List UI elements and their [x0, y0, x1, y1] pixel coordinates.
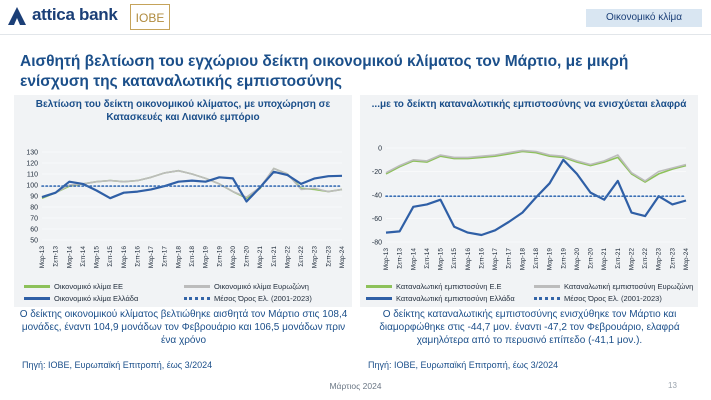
legend-swatch-ez-cc — [534, 285, 560, 288]
x-tick-label: Μαρ-19 — [546, 248, 554, 271]
legend-item-gr — [24, 294, 138, 303]
series-line-1 — [42, 169, 342, 198]
legend-swatch-eu-cc — [366, 285, 392, 288]
x-tick-label: Σεπ-18 — [189, 246, 196, 267]
x-tick-label: Σεπ-15 — [107, 246, 115, 267]
y-tick-label: 90 — [30, 193, 38, 201]
page-number: 13 — [668, 381, 677, 390]
right-panel-title: ...με το δείκτη καταναλωτικής εμπιστοσύνης να ενισχύεται ελαφρά — [371, 99, 687, 110]
x-tick-label: Σεπ-18 — [533, 248, 540, 269]
x-tick-label: Μαρ-23 — [311, 246, 319, 269]
legend-swatch-gr — [24, 297, 50, 300]
x-tick-label: Μαρ-21 — [257, 246, 265, 269]
y-tick-label: 130 — [26, 149, 38, 157]
attica-bank-logo-icon — [6, 6, 28, 26]
x-tick-label: Μαρ-14 — [410, 248, 418, 271]
x-tick-label: Σεπ-23 — [325, 246, 333, 267]
x-tick-label: Μαρ-22 — [284, 246, 292, 269]
x-tick-label: Μαρ-22 — [628, 248, 636, 271]
x-tick-label: Μαρ-20 — [229, 246, 237, 269]
x-tick-label: Μαρ-14 — [66, 246, 74, 269]
right-panel-source: Πηγή: ΙΟΒΕ, Ευρωπαϊκή Επιτροπή, έως 3/2024 — [368, 360, 559, 370]
right-chart-legend — [366, 282, 696, 306]
legend-item-ez-cc — [534, 282, 693, 291]
x-tick-label: Σεπ-21 — [270, 246, 278, 267]
x-tick-label: Μαρ-17 — [148, 246, 156, 269]
x-tick-label: Σεπ-22 — [298, 246, 306, 267]
x-tick-label: Μαρ-18 — [519, 248, 527, 271]
x-tick-label: Σεπ-16 — [134, 246, 142, 267]
legend-label-avg-cc: Μέσος Όρος Ελ. (2001-2023) — [564, 294, 662, 303]
consumer-confidence-chart — [360, 138, 698, 286]
legend-swatch-avg — [184, 297, 210, 300]
x-tick-label: Σεπ-15 — [451, 248, 459, 269]
left-panel-description: Ο δείκτης οικονομικού κλίματος βελτιώθηκε αισθητά τον Μάρτιο στις 108,4 μονάδες, έναντι 104,9 μονάδων τον Φεβρουάριο και 106,5 μονάδων πριν ένα χρόνο — [19, 309, 348, 346]
series-line-2 — [386, 160, 686, 235]
legend-item-eu-cc — [366, 282, 502, 291]
x-tick-label: Μαρ-15 — [93, 246, 101, 269]
y-tick-label: 80 — [30, 204, 38, 212]
x-tick-label: Μαρ-18 — [175, 246, 183, 269]
legend-item-gr-cc — [366, 294, 515, 303]
x-tick-label: Σεπ-13 — [396, 248, 404, 269]
left-panel-title: Βελτίωση του δείκτη οικονομικού κλίματος, με υποχώρηση σε Κατασκευές και Λιανικό εμπόριο — [35, 99, 331, 123]
iobe-logo — [130, 4, 170, 30]
legend-swatch-avg-cc — [534, 297, 560, 300]
x-tick-label: Σεπ-19 — [216, 246, 224, 267]
legend-swatch-ea — [24, 285, 50, 288]
legend-swatch-ez — [184, 285, 210, 288]
section-tag: Οικονομικό κλίμα — [586, 9, 702, 27]
y-tick-label: 110 — [26, 171, 38, 179]
legend-item-avg-cc — [534, 294, 662, 303]
y-tick-label: 120 — [26, 160, 38, 168]
x-tick-label: Μαρ-24 — [339, 246, 346, 269]
y-tick-label: 60 — [30, 226, 38, 234]
x-tick-label: Σεπ-21 — [614, 248, 622, 269]
header-divider — [0, 34, 711, 35]
y-tick-label: 0 — [378, 145, 382, 153]
x-tick-label: Σεπ-22 — [642, 248, 650, 269]
y-tick-label: -20 — [371, 169, 382, 176]
x-tick-label: Σεπ-20 — [587, 248, 595, 269]
x-tick-label: Σεπ-14 — [79, 246, 87, 267]
left-panel-source: Πηγή: ΙΟΒΕ, Ευρωπαϊκή Επιτροπή, έως 3/2024 — [22, 360, 213, 370]
brand-name: attica bank — [32, 5, 118, 24]
legend-item-avg — [184, 294, 312, 303]
x-tick-label: Σεπ-13 — [52, 246, 60, 267]
x-tick-label: Μαρ-24 — [683, 248, 690, 271]
x-tick-label: Σεπ-23 — [669, 248, 677, 269]
legend-label-eu-cc: Καταναλωτική εμπιστοσύνη Ε.Ε — [396, 282, 502, 291]
y-tick-label: -80 — [371, 239, 382, 247]
series-line-1 — [386, 150, 686, 181]
left-chart-legend — [24, 282, 344, 306]
x-tick-label: Σεπ-16 — [478, 248, 486, 269]
x-tick-label: Μαρ-15 — [437, 248, 445, 271]
x-tick-label: Μαρ-13 — [383, 248, 390, 271]
x-tick-label: Σεπ-17 — [505, 248, 513, 269]
x-tick-label: Σεπ-20 — [243, 246, 251, 267]
x-tick-label: Μαρ-13 — [39, 246, 46, 269]
legend-item-ez — [184, 282, 309, 291]
legend-label-ea: Οικονομικό κλίμα ΕΕ — [54, 282, 124, 291]
y-tick-label: 70 — [30, 215, 38, 223]
x-tick-label: Σεπ-19 — [560, 248, 568, 269]
legend-label-gr: Οικονομικό κλίμα Ελλάδα — [54, 294, 139, 303]
x-tick-label: Μαρ-23 — [655, 248, 663, 271]
legend-label-gr-cc: Καταναλωτική εμπιστοσύνη Ελλάδα — [396, 294, 515, 303]
iobe-logo-text: IOBE — [135, 11, 165, 25]
x-tick-label: Σεπ-14 — [423, 248, 431, 269]
y-tick-label: -60 — [371, 216, 382, 223]
legend-label-ez-cc: Καταναλωτική εμπιστοσύνη Ευρωζώνη — [564, 282, 694, 291]
legend-item-ea — [24, 282, 123, 291]
x-tick-label: Μαρ-21 — [601, 248, 609, 271]
footer-date: Μάρτιος 2024 — [329, 381, 382, 391]
x-tick-label: Μαρ-20 — [573, 248, 581, 271]
y-tick-label: 100 — [26, 182, 38, 190]
x-tick-label: Σεπ-17 — [161, 246, 169, 267]
x-tick-label: Μαρ-16 — [120, 246, 128, 269]
x-tick-label: Μαρ-17 — [492, 248, 500, 271]
right-panel-description: Ο δείκτης καταναλωτικής εμπιστοσύνης ενισχύθηκε τον Μάρτιο και διαμορφώθηκε στις -44,7 μον. έναντι -47,2 τον Φεβρουάριο, ελαφρά χαμηλότερα από το περυσινό επίπεδο (-41,1 μον.). — [379, 309, 680, 346]
page-title: Αισθητή βελτίωση του εγχώριου δείκτη οικονομικού κλίματος τον Μάρτιο, με μικρή ενίσχυση της καταναλωτικής εμπιστοσύνης — [20, 53, 629, 90]
legend-swatch-gr-cc — [366, 297, 392, 300]
economic-climate-chart — [14, 138, 352, 286]
y-tick-label: -40 — [371, 192, 382, 200]
x-tick-label: Μαρ-16 — [464, 248, 472, 271]
legend-label-avg: Μέσος Όρος Ελ. (2001-2023) — [214, 294, 312, 303]
legend-label-ez: Οικονομικό κλίμα Ευρωζώνη — [214, 282, 309, 291]
y-tick-label: 50 — [30, 237, 38, 245]
x-tick-label: Μαρ-19 — [202, 246, 210, 269]
